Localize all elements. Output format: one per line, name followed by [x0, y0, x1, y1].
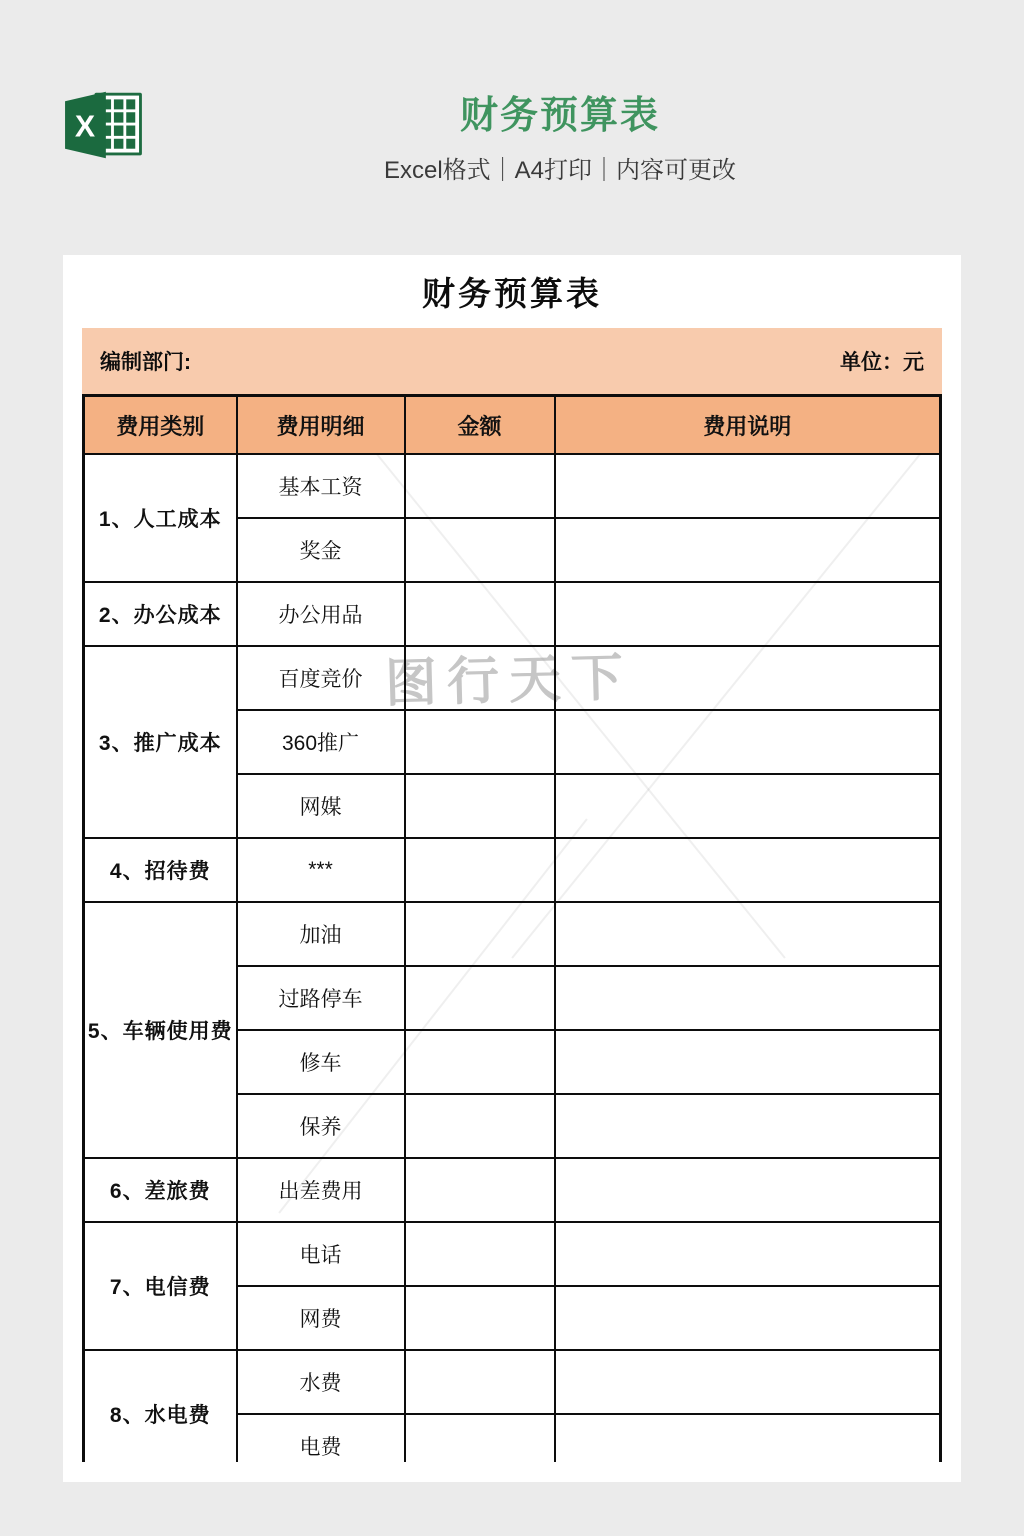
detail-cell: 加油 — [237, 902, 405, 966]
svg-text:X: X — [74, 110, 96, 144]
table-title: 财务预算表 — [422, 275, 602, 312]
detail-cell: 出差费用 — [237, 1158, 405, 1222]
amount-cell — [405, 646, 555, 710]
note-cell — [555, 518, 941, 582]
col-header-amount: 金额 — [405, 396, 555, 455]
detail-cell: 百度竞价 — [237, 646, 405, 710]
note-cell — [555, 646, 941, 710]
detail-cell: 360推广 — [237, 710, 405, 774]
amount-cell — [405, 1094, 555, 1158]
note-cell — [555, 1222, 941, 1286]
table-row — [84, 902, 941, 966]
amount-cell — [405, 774, 555, 838]
note-cell — [555, 1286, 941, 1350]
note-cell — [555, 454, 941, 518]
detail-cell: 水费 — [237, 1350, 405, 1414]
detail-cell: 奖金 — [237, 518, 405, 582]
detail-cell: 电话 — [237, 1222, 405, 1286]
category-cell: 4、招待费 — [84, 838, 237, 902]
category-cell: 6、差旅费 — [84, 1158, 237, 1222]
amount-cell — [405, 966, 555, 1030]
note-cell — [555, 1030, 941, 1094]
category-cell: 1、人工成本 — [84, 454, 237, 582]
note-cell — [555, 710, 941, 774]
header-row — [84, 396, 941, 455]
note-cell — [555, 1094, 941, 1158]
note-cell — [555, 966, 941, 1030]
detail-cell: 过路停车 — [237, 966, 405, 1030]
amount-cell — [405, 1222, 555, 1286]
note-cell — [555, 1158, 941, 1222]
category-cell: 3、推广成本 — [84, 646, 237, 838]
card-bottom-margin — [63, 1462, 961, 1482]
table-row — [84, 838, 941, 902]
excel-icon — [60, 88, 146, 162]
note-cell — [555, 902, 941, 966]
category-cell: 5、车辆使用费 — [84, 902, 237, 1158]
amount-cell — [405, 838, 555, 902]
amount-cell — [405, 902, 555, 966]
table-row — [84, 1222, 941, 1286]
table-row — [84, 582, 941, 646]
budget-table — [82, 394, 942, 1480]
table-row — [84, 454, 941, 518]
col-header-note: 费用说明 — [555, 396, 941, 455]
detail-cell: 网媒 — [237, 774, 405, 838]
detail-cell: 基本工资 — [237, 454, 405, 518]
amount-cell — [405, 582, 555, 646]
page-title: 财务预算表 — [459, 95, 660, 137]
col-header-detail: 费用明细 — [237, 396, 405, 455]
table-row — [84, 1350, 941, 1414]
amount-cell — [405, 518, 555, 582]
note-cell — [555, 838, 941, 902]
page-subtitle: Excel格式｜A4打印｜内容可更改 — [383, 157, 737, 184]
page-header — [0, 0, 1024, 255]
detail-cell: *** — [237, 838, 405, 902]
detail-cell: 网费 — [237, 1286, 405, 1350]
note-cell — [555, 582, 941, 646]
template-preview-card — [63, 255, 961, 1482]
watermark-text: 图行天下 — [384, 648, 634, 714]
department-label: 编制部门: — [100, 351, 191, 374]
detail-cell: 修车 — [237, 1030, 405, 1094]
amount-cell — [405, 1030, 555, 1094]
amount-cell — [405, 454, 555, 518]
detail-cell: 办公用品 — [237, 582, 405, 646]
detail-cell: 保养 — [237, 1094, 405, 1158]
amount-cell — [405, 1350, 555, 1414]
amount-cell — [405, 1286, 555, 1350]
amount-cell — [405, 710, 555, 774]
amount-cell — [405, 1158, 555, 1222]
category-cell: 8、水电费 — [84, 1350, 237, 1479]
table-row — [84, 646, 941, 710]
detail-cell: 电费 — [237, 1414, 405, 1479]
unit-label: 单位：元 — [840, 351, 924, 374]
table-row — [84, 1158, 941, 1222]
note-cell — [555, 1350, 941, 1414]
col-header-category: 费用类别 — [84, 396, 237, 455]
info-band — [82, 328, 942, 394]
category-cell: 2、办公成本 — [84, 582, 237, 646]
note-cell — [555, 774, 941, 838]
category-cell: 7、电信费 — [84, 1222, 237, 1350]
